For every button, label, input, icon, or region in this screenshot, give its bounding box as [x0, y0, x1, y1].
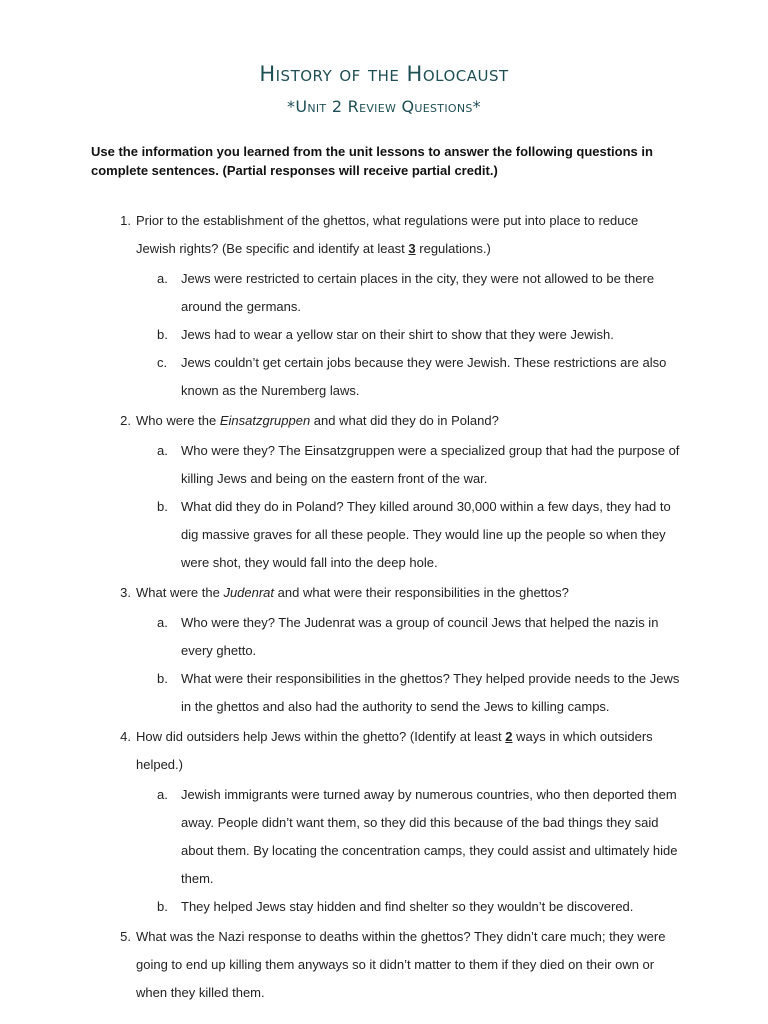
question-number: 4. [120, 729, 131, 744]
answer-text: They helped Jews stay hidden and find shelter so they wouldn’t be discovered. [181, 899, 634, 914]
answer-letter: a. [157, 787, 168, 802]
question-4 [120, 723, 681, 779]
question-text-end: regulations.) [415, 241, 491, 256]
answer-letter: b. [157, 899, 168, 914]
answer-text: Who were they? The Judenrat was a group of council Jews that helped the nazis in every ghetto. [181, 615, 659, 658]
answer-text: Jews had to wear a yellow star on their shirt to show that they were Jewish. [181, 327, 614, 342]
question-number: 1. [120, 213, 131, 228]
question-5 [120, 923, 681, 1007]
question-text: How did outsiders help Jews within the ghetto? (Identify at least [136, 729, 506, 744]
question-1 [120, 207, 681, 263]
answer-text: Jews were restricted to certain places in the city, they were not allowed to be there around the germans. [181, 271, 655, 314]
instructions: Use the information you learned from the unit lessons to answer the following questions in complete sentences. (Partial responses will receive partial credit.) [91, 144, 653, 178]
answer-3b [157, 665, 681, 721]
question-number: 3. [120, 585, 131, 600]
answer-letter: a. [157, 443, 168, 458]
question-3 [120, 579, 681, 607]
question-text: Who were the [136, 413, 220, 428]
page-title: History of the Holocaust [259, 62, 509, 86]
answer-1c [157, 349, 681, 405]
question-emphasis: Einsatzgruppen [219, 413, 311, 428]
question-text: Prior to the establishment of the ghettos, what regulations were put into place to reduce Jewish rights? (Be specific and identify at least [136, 213, 639, 256]
question-text-end: and what were their responsibilities in the ghettos? [274, 585, 569, 600]
page-subtitle: *Unit 2 Review Questions* [287, 97, 481, 116]
question-text: What was the Nazi response to deaths within the ghettos? They didn’t care much; they were going to end up killing them anyways so it didn’t matter to them if they died on their own or when they killed them. [136, 929, 666, 1000]
answer-letter: b. [157, 327, 168, 342]
answer-2a [157, 437, 681, 493]
answer-text: What did they do in Poland? They killed around 30,000 within a few days, they had to dig massive graves for all these people. They would line up the people so when they were shot, they would fall into the deep hole. [181, 499, 671, 570]
answer-letter: a. [157, 271, 168, 286]
answer-3a [157, 609, 681, 665]
answer-4b [157, 893, 681, 921]
question-emphasis: 3 [408, 241, 416, 256]
question-text-end: and what did they do in Poland? [310, 413, 499, 428]
answer-2b [157, 493, 681, 577]
answer-4a [157, 781, 681, 893]
answer-letter: b. [157, 499, 168, 514]
question-text-end: ways in which outsiders helped.) [136, 729, 653, 772]
question-text: What were the [136, 585, 224, 600]
question-emphasis: 2 [505, 729, 513, 744]
question-number: 2. [120, 413, 131, 428]
answer-text: Who were they? The Einsatzgruppen were a specialized group that had the purpose of killing Jews and being on the eastern front of the war. [181, 443, 680, 486]
answer-text: What were their responsibilities in the ghettos? They helped provide needs to the Jews in the ghettos and also had the authority to send the Jews to killing camps. [181, 671, 680, 714]
question-number: 5. [120, 929, 131, 944]
answer-1a [157, 265, 681, 321]
answer-letter: b. [157, 671, 168, 686]
answer-letter: c. [157, 355, 168, 370]
answer-letter: a. [157, 615, 168, 630]
answer-1b [157, 321, 681, 349]
question-2 [120, 407, 681, 435]
answer-text: Jewish immigrants were turned away by numerous countries, who then deported them away. People didn’t want them, so they did this because of the bad things they said about them. By locating the concentration camps, they could assist and ultimately hide them. [181, 787, 678, 886]
answer-text: Jews couldn’t get certain jobs because they were Jewish. These restrictions are also known as the Nuremberg laws. [181, 355, 667, 398]
question-emphasis: Judenrat [223, 585, 275, 600]
